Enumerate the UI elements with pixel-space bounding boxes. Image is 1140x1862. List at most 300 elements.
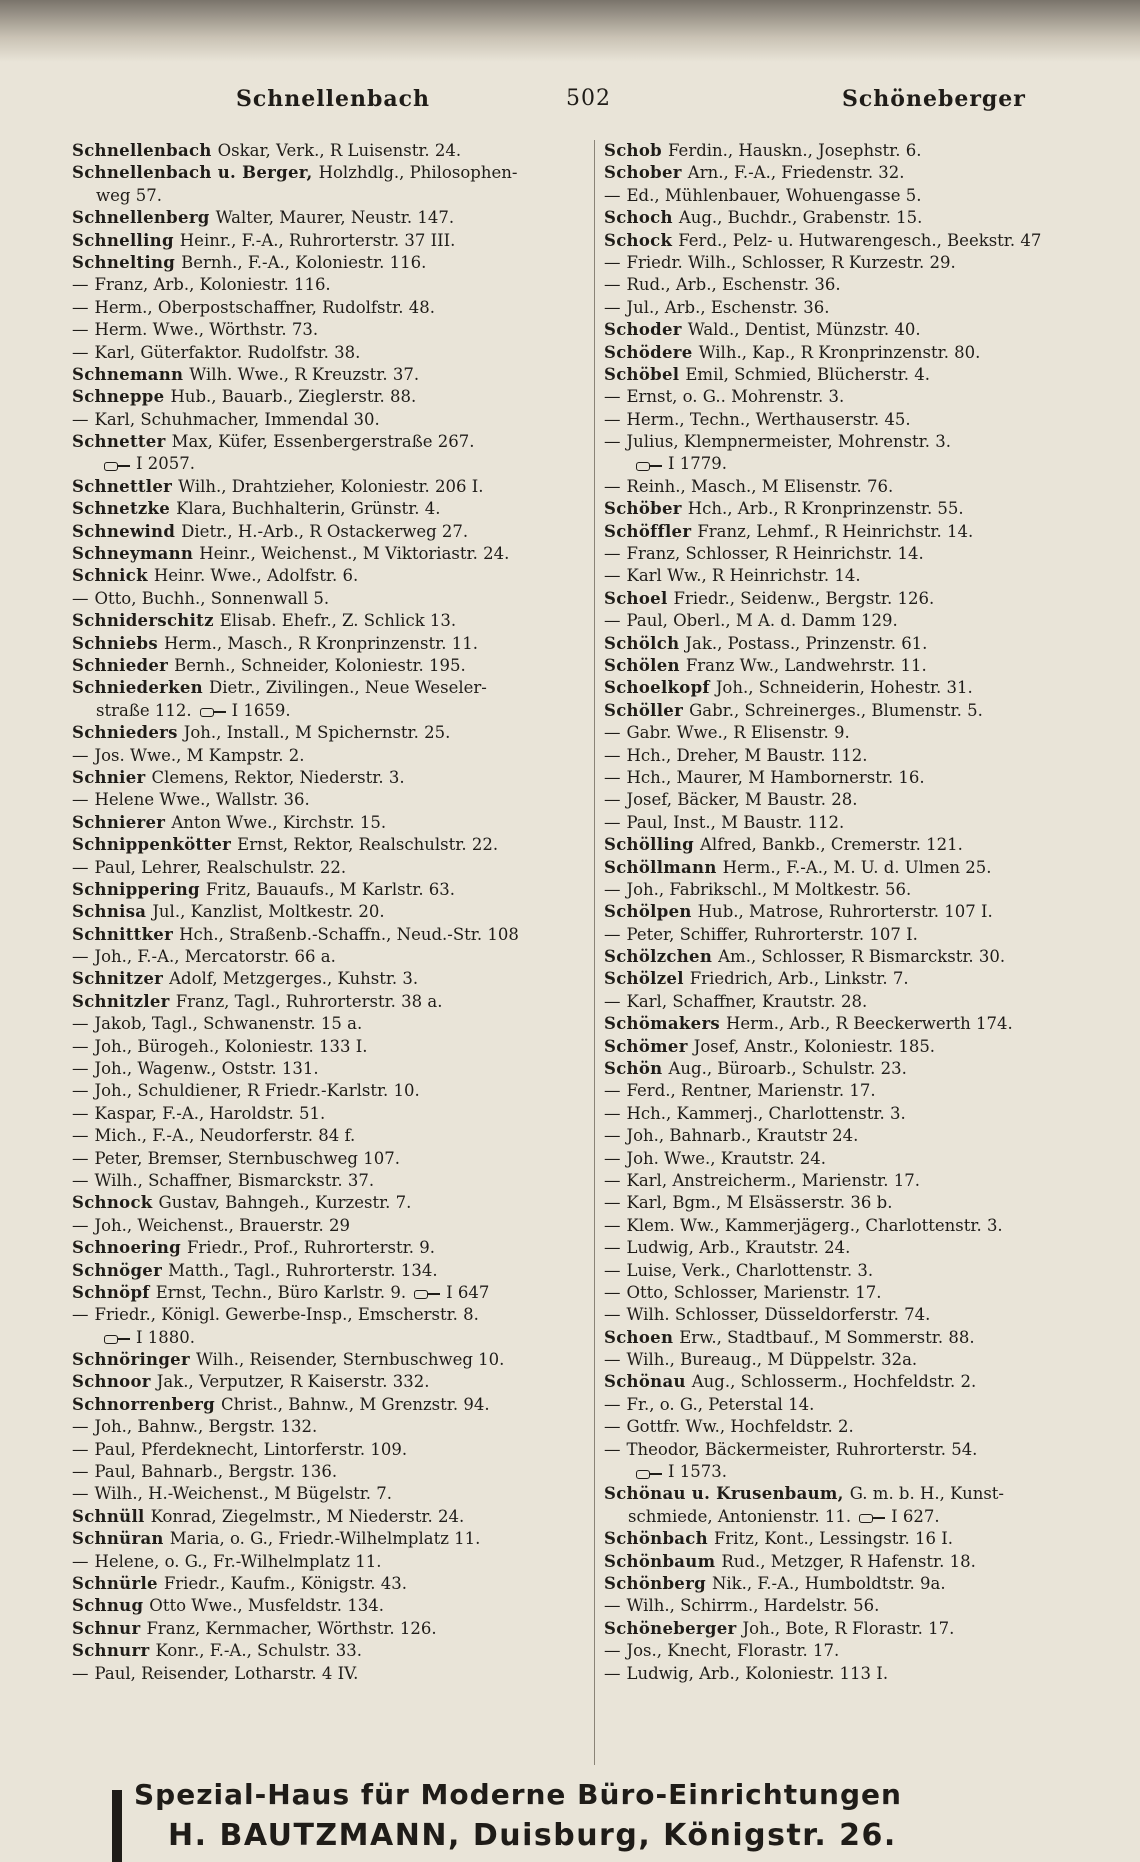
entry-details: weg 57. — [96, 185, 162, 205]
directory-entry — [72, 342, 592, 364]
entry-surname: Schnüll — [72, 1506, 145, 1526]
entry-details: Jul., Kanzlist, Moltkestr. 20. — [152, 902, 385, 922]
entry-details: Klem. Ww., Kammerjägerg., Charlottenstr. 3. — [626, 1215, 1003, 1235]
directory-entry — [604, 498, 1124, 520]
ditto-dash: — — [604, 252, 621, 272]
directory-entry — [72, 162, 592, 184]
ditto-dash: — — [72, 342, 89, 362]
ditto-dash: — — [72, 857, 89, 877]
entry-details: Joh., Bahnarb., Krautstr 24. — [626, 1126, 859, 1146]
directory-entry — [604, 812, 1124, 834]
directory-entry — [604, 386, 1124, 408]
entry-details: Joh., Fabrikschl., M Moltkestr. 56. — [626, 879, 912, 899]
entry-details: Fr., o. G., Peterstal 14. — [626, 1394, 815, 1414]
directory-entry — [72, 1528, 592, 1550]
entry-details: Paul, Pferdeknecht, Lintorferstr. 109. — [94, 1439, 408, 1459]
ditto-dash: — — [604, 745, 621, 765]
entry-details: Matth., Tagl., Ruhrorterstr. 134. — [168, 1260, 438, 1280]
ditto-dash: — — [604, 767, 621, 787]
ditto-dash: — — [72, 1148, 89, 1168]
entry-details: Luise, Verk., Charlottenstr. 3. — [626, 1260, 874, 1280]
running-header-right: Schöneberger — [842, 86, 1026, 112]
entry-details: G. m. b. H., Kunst- — [849, 1484, 1005, 1504]
directory-entry — [604, 1663, 1124, 1685]
entry-surname: Schniederken — [72, 678, 203, 698]
ditto-dash: — — [604, 1238, 621, 1258]
directory-entry — [604, 1013, 1124, 1035]
entry-details: Joh., Schneiderin, Hohestr. 31. — [715, 678, 973, 698]
directory-entry — [72, 1640, 592, 1662]
directory-entry — [72, 1282, 592, 1304]
ditto-dash: — — [72, 1663, 89, 1683]
entry-details: Joh., Weichenst., Brauerstr. 29 — [94, 1215, 350, 1235]
entry-details: Rud., Arb., Eschenstr. 36. — [626, 275, 841, 295]
entry-surname: Schoen — [604, 1327, 674, 1347]
entry-details: Fritz, Bauaufs., M Karlstr. 63. — [205, 879, 456, 899]
directory-entry — [72, 812, 592, 834]
entry-surname: Schönbach — [604, 1529, 708, 1549]
entry-details: Ferd., Rentner, Marienstr. 17. — [626, 1081, 876, 1101]
entry-surname: Schniderschitz — [72, 611, 214, 631]
directory-entry — [72, 252, 592, 274]
entry-details: Ed., Mühlenbauer, Wohuengasse 5. — [626, 185, 922, 205]
entry-details: Holzhdlg., Philosophen- — [318, 163, 518, 183]
directory-entry — [72, 1148, 592, 1170]
directory-entry — [72, 1371, 592, 1393]
entry-details: Hch., Straßenb.-Schaffn., Neud.-Str. 108 — [179, 924, 519, 944]
entry-details: Franz, Arb., Koloniestr. 116. — [94, 275, 331, 295]
directory-entry — [72, 968, 592, 990]
directory-entry — [604, 319, 1124, 341]
entry-details: Gustav, Bahngeh., Kurzestr. 7. — [158, 1193, 412, 1213]
entry-surname: Schnur — [72, 1618, 141, 1638]
directory-entry — [72, 1394, 592, 1416]
entry-details: Wilh., H.-Weichenst., M Bügelstr. 7. — [94, 1484, 393, 1504]
directory-entry — [604, 565, 1124, 587]
ad-decorative-bar — [112, 1790, 122, 1862]
entry-details: Joh., Install., M Spichernstr. 25. — [183, 723, 451, 743]
entry-details: Joh., Bürogeh., Koloniestr. 133 I. — [94, 1036, 368, 1056]
entry-details: Ernst, Techn., Büro Karlstr. 9. — [155, 1282, 407, 1302]
entry-details: Jul., Arb., Eschenstr. 36. — [626, 297, 830, 317]
ditto-dash: — — [604, 611, 621, 631]
ditto-dash: — — [72, 790, 89, 810]
telephone-receiver-icon — [104, 1333, 130, 1343]
ditto-dash: — — [604, 1260, 621, 1280]
directory-entry — [72, 1192, 592, 1214]
entry-surname: Schönau u. Krusenbaum, — [604, 1484, 844, 1504]
ditto-dash: — — [604, 1193, 621, 1213]
directory-entry — [72, 543, 592, 565]
entry-details: Franz, Tagl., Ruhrorterstr. 38 a. — [175, 991, 443, 1011]
entry-surname: Schoch — [604, 208, 673, 228]
phone-number: I 627. — [891, 1506, 940, 1526]
ditto-dash: — — [72, 320, 89, 340]
ditto-dash: — — [604, 1350, 621, 1370]
entry-surname: Schoelkopf — [604, 678, 710, 698]
directory-entry — [72, 1573, 592, 1595]
ditto-dash: — — [604, 1103, 621, 1123]
directory-entry — [604, 409, 1124, 431]
directory-entry — [72, 1461, 592, 1483]
ditto-dash: — — [72, 1305, 89, 1325]
directory-entry — [72, 521, 592, 543]
entry-surname: Schnürle — [72, 1574, 158, 1593]
directory-entry — [72, 879, 592, 901]
entry-details: Karl Ww., R Heinrichstr. 14. — [626, 566, 861, 586]
telephone-receiver-icon — [104, 460, 130, 470]
entry-details: Konr., F.-A., Schulstr. 33. — [155, 1641, 363, 1661]
directory-entry — [604, 476, 1124, 498]
entry-details: Wilh., Kap., R Kronprinzenstr. 80. — [698, 342, 981, 362]
directory-entry — [72, 1304, 592, 1326]
directory-entry — [72, 274, 592, 296]
entry-surname: Schönau — [604, 1372, 686, 1392]
entry-surname: Schnorrenberg — [72, 1394, 216, 1414]
directory-entry — [72, 476, 592, 498]
entry-surname: Schnieders — [72, 723, 178, 743]
entry-details: Ludwig, Arb., Krautstr. 24. — [626, 1238, 851, 1258]
entry-surname: Schnock — [72, 1193, 153, 1213]
directory-entry — [604, 162, 1124, 184]
entry-continuation — [604, 453, 1124, 475]
entry-details: Wilh., Bureaug., M Düppelstr. 32a. — [626, 1350, 918, 1370]
entry-surname: Schölpen — [604, 902, 692, 922]
entry-details: Joh., Schuldiener, R Friedr.-Karlstr. 10. — [94, 1081, 420, 1101]
entry-surname: Schoder — [604, 320, 682, 340]
entry-details: Friedr., Seidenw., Bergstr. 126. — [673, 588, 935, 608]
entry-details: Otto, Buchh., Sonnenwall 5. — [94, 588, 330, 608]
entry-details: Franz Ww., Landwehrstr. 11. — [685, 655, 927, 675]
entry-details: Theodor, Bäckermeister, Ruhrorterstr. 54. — [626, 1439, 978, 1459]
ditto-dash: — — [604, 409, 621, 429]
ditto-dash: — — [604, 1394, 621, 1414]
entry-details: Karl, Schuhmacher, Immendal 30. — [94, 409, 380, 429]
entry-surname: Schnemann — [72, 364, 184, 384]
directory-entry — [604, 207, 1124, 229]
entry-details: Konrad, Ziegelmstr., M Niederstr. 24. — [150, 1506, 465, 1526]
ditto-dash: — — [604, 723, 621, 743]
entry-details: Friedr., Prof., Ruhrorterstr. 9. — [186, 1238, 435, 1258]
entry-surname: Schnisa — [72, 902, 147, 922]
ad-company-address: H. BAUTZMANN, Duisburg, Königstr. 26. — [168, 1818, 897, 1853]
directory-entry — [72, 1013, 592, 1035]
entry-details: Adolf, Metzgerges., Kuhstr. 3. — [169, 969, 419, 989]
entry-surname: Schnoor — [72, 1372, 151, 1392]
entry-details: Bernh., Schneider, Koloniestr. 195. — [174, 655, 466, 675]
directory-entry — [604, 1080, 1124, 1102]
directory-entry — [72, 498, 592, 520]
entry-details: Heinr. Wwe., Adolfstr. 6. — [153, 566, 359, 586]
directory-entry — [72, 297, 592, 319]
entry-details: Herm., Oberpostschaffner, Rudolfstr. 48. — [94, 297, 435, 317]
entry-details: Otto, Schlosser, Marienstr. 17. — [626, 1282, 882, 1302]
entry-details: Emil, Schmied, Blücherstr. 4. — [685, 364, 930, 384]
entry-details: Oskar, Verk., R Luisenstr. 24. — [217, 141, 462, 160]
entry-details: Josef, Anstr., Koloniestr. 185. — [693, 1036, 936, 1056]
entry-details: Hub., Matrose, Ruhrorterstr. 107 I. — [697, 902, 993, 922]
ditto-dash: — — [604, 812, 621, 832]
ditto-dash: — — [72, 1484, 89, 1504]
entry-details: Ernst, Rektor, Realschulstr. 22. — [237, 835, 499, 855]
entry-surname: Schock — [604, 230, 673, 250]
ditto-dash: — — [604, 879, 621, 899]
ditto-dash: — — [604, 1663, 621, 1683]
ditto-dash: — — [72, 1551, 89, 1571]
entry-details: Wald., Dentist, Münzstr. 40. — [687, 320, 921, 340]
directory-entry — [72, 1349, 592, 1371]
ditto-dash: — — [604, 476, 621, 496]
phone-number: I 1779. — [668, 454, 727, 474]
entry-details: Julius, Klempnermeister, Mohrenstr. 3. — [626, 432, 951, 452]
ditto-dash: — — [604, 1641, 621, 1661]
entry-details: Otto Wwe., Musfeldstr. 134. — [149, 1596, 384, 1616]
entry-surname: Schnewind — [72, 521, 176, 541]
entry-details: Hch., Arb., R Kronprinzenstr. 55. — [687, 499, 964, 519]
phone-number: I 2057. — [136, 454, 195, 474]
directory-entry — [604, 1439, 1124, 1461]
entry-surname: Schnelting — [72, 252, 176, 272]
entry-details: Karl, Güterfaktor. Rudolfstr. 38. — [94, 342, 361, 362]
ditto-dash: — — [72, 1036, 89, 1056]
directory-entry — [604, 1237, 1124, 1259]
directory-entry — [72, 1416, 592, 1438]
directory-entry — [72, 745, 592, 767]
entry-surname: Schnellenberg — [72, 208, 210, 228]
ditto-dash: — — [604, 566, 621, 586]
directory-entry — [72, 1595, 592, 1617]
ditto-dash: — — [604, 297, 621, 317]
entry-details: Jos., Knecht, Florastr. 17. — [626, 1641, 840, 1661]
entry-surname: Schnoering — [72, 1238, 181, 1258]
entry-details: Hub., Bauarb., Zieglerstr. 88. — [170, 387, 417, 407]
entry-continuation — [72, 700, 592, 722]
right-column — [604, 140, 1124, 1770]
entry-details: straße 112. — [96, 700, 192, 720]
directory-entry — [604, 1551, 1124, 1573]
left-column — [72, 140, 592, 1770]
ditto-dash: — — [72, 745, 89, 765]
directory-entry — [604, 1371, 1124, 1393]
entry-details: Clemens, Rektor, Niederstr. 3. — [151, 767, 405, 787]
entry-details: Gabr. Wwe., R Elisenstr. 9. — [626, 723, 850, 743]
ditto-dash: — — [604, 544, 621, 564]
directory-entry — [72, 319, 592, 341]
entry-surname: Schöbel — [604, 364, 680, 384]
directory-entry — [72, 722, 592, 744]
ditto-dash: — — [604, 275, 621, 295]
ditto-dash: — — [604, 991, 621, 1011]
directory-entry — [72, 633, 592, 655]
ditto-dash: — — [604, 1596, 621, 1616]
entry-details: Joh., F.-A., Mercatorstr. 66 a. — [94, 947, 336, 967]
ad-headline: Spezial-Haus für Moderne Büro-Einrichtungen — [134, 1778, 902, 1811]
entry-details: Wilh., Schirrm., Hardelstr. 56. — [626, 1596, 880, 1616]
entry-surname: Schnellenbach u. Berger, — [72, 163, 313, 183]
ditto-dash: — — [604, 1126, 621, 1146]
entry-surname: Schnöringer — [72, 1350, 190, 1370]
directory-entry — [604, 1394, 1124, 1416]
entry-details: Helene, o. G., Fr.-Wilhelmplatz 11. — [94, 1551, 382, 1571]
directory-entry — [72, 1439, 592, 1461]
ditto-dash: — — [72, 1417, 89, 1437]
entry-details: Joh., Bote, R Florastr. 17. — [742, 1618, 955, 1638]
phone-number: I 1659. — [231, 700, 291, 720]
entry-surname: Schob — [604, 141, 663, 160]
entry-surname: Schnettler — [72, 476, 173, 496]
entry-surname: Schnüran — [72, 1529, 164, 1549]
directory-entry — [72, 1237, 592, 1259]
ditto-dash: — — [72, 947, 89, 967]
ditto-dash: — — [604, 185, 621, 205]
entry-details: Reinh., Masch., M Elisenstr. 76. — [626, 476, 894, 496]
entry-details: Wilh., Drahtzieher, Koloniestr. 206 I. — [178, 476, 484, 496]
ditto-dash: — — [604, 432, 621, 452]
entry-details: Helene Wwe., Wallstr. 36. — [94, 790, 310, 810]
entry-surname: Schömer — [604, 1036, 688, 1056]
directory-entry — [604, 700, 1124, 722]
ditto-dash: — — [72, 1081, 89, 1101]
ditto-dash: — — [604, 1081, 621, 1101]
entry-details: Karl, Anstreicherm., Marienstr. 17. — [626, 1170, 920, 1190]
directory-entry — [72, 946, 592, 968]
entry-surname: Schnitzer — [72, 969, 164, 989]
entry-details: Dietr., H.-Arb., R Ostackerweg 27. — [181, 521, 469, 541]
directory-entry — [72, 1103, 592, 1125]
directory-entry — [72, 386, 592, 408]
entry-details: Bernh., F.-A., Koloniestr. 116. — [181, 252, 427, 272]
entry-details: Paul, Reisender, Lotharstr. 4 IV. — [94, 1663, 359, 1683]
entry-details: Herm. Wwe., Wörthstr. 73. — [94, 320, 319, 340]
directory-entry — [604, 1282, 1124, 1304]
entry-details: Ferd., Pelz- u. Hutwarengesch., Beekstr. 47 — [678, 230, 1042, 250]
phone-number: I 647 — [446, 1282, 490, 1302]
entry-surname: Schömakers — [604, 1014, 721, 1034]
entry-continuation — [72, 185, 592, 207]
ditto-dash: — — [72, 1215, 89, 1235]
entry-surname: Schnug — [72, 1596, 144, 1616]
directory-entry — [604, 789, 1124, 811]
entry-details: Friedr., Königl. Gewerbe-Insp., Emscherstr. 8. — [94, 1305, 479, 1325]
entry-details: Herm., Masch., R Kronprinzenstr. 11. — [163, 633, 478, 653]
entry-surname: Schoel — [604, 588, 668, 608]
directory-entry — [604, 274, 1124, 296]
entry-surname: Schöffler — [604, 521, 692, 541]
page-number: 502 — [566, 86, 611, 111]
entry-details: Franz, Schlosser, R Heinrichstr. 14. — [626, 544, 924, 564]
entry-surname: Schnittker — [72, 924, 174, 944]
entry-details: Paul, Bahnarb., Bergstr. 136. — [94, 1462, 338, 1482]
entry-details: Peter, Bremser, Sternbuschweg 107. — [94, 1148, 400, 1168]
directory-entry — [604, 252, 1124, 274]
entry-details: Peter, Schiffer, Ruhrorterstr. 107 I. — [626, 924, 918, 944]
telephone-receiver-icon — [414, 1288, 440, 1298]
directory-entry — [604, 767, 1124, 789]
phone-number: I 1573. — [668, 1462, 727, 1482]
entry-surname: Schölling — [604, 835, 695, 855]
entry-surname: Schönbaum — [604, 1551, 716, 1571]
entry-details: Gabr., Schreinerges., Blumenstr. 5. — [689, 700, 983, 720]
directory-entry — [604, 588, 1124, 610]
directory-entry — [604, 1058, 1124, 1080]
entry-surname: Schöller — [604, 700, 684, 720]
entry-details: Aug., Schlosserm., Hochfeldstr. 2. — [691, 1372, 977, 1392]
entry-details: Paul, Oberl., M A. d. Damm 129. — [626, 611, 898, 631]
ditto-dash: — — [72, 1126, 89, 1146]
ditto-dash: — — [604, 1170, 621, 1190]
directory-entry — [72, 207, 592, 229]
directory-entry — [72, 588, 592, 610]
ditto-dash: — — [72, 588, 89, 608]
entry-surname: Schnieder — [72, 655, 169, 675]
entry-surname: Schölch — [604, 633, 680, 653]
directory-entry — [604, 677, 1124, 699]
entry-surname: Schölzel — [604, 969, 684, 989]
advertisement-banner — [112, 1776, 1092, 1862]
directory-entry — [72, 857, 592, 879]
entry-details: Dietr., Zivilingen., Neue Weseler- — [208, 678, 487, 698]
entry-details: Fritz, Kont., Lessingstr. 16 I. — [713, 1529, 953, 1549]
entry-surname: Schneymann — [72, 544, 194, 564]
entry-surname: Schniebs — [72, 633, 158, 653]
entry-details: Klara, Buchhalterin, Grünstr. 4. — [176, 499, 441, 519]
entry-details: Heinr., Weichenst., M Viktoriastr. 24. — [199, 544, 510, 564]
directory-entry — [604, 968, 1124, 990]
directory-entry — [604, 1349, 1124, 1371]
directory-entry — [604, 543, 1124, 565]
directory-entry — [604, 879, 1124, 901]
entry-details: Ferdin., Hauskn., Josephstr. 6. — [668, 141, 922, 160]
entry-surname: Schneppe — [72, 387, 165, 407]
entry-surname: Schnierer — [72, 812, 166, 832]
ditto-dash: — — [72, 1439, 89, 1459]
directory-entry — [72, 1058, 592, 1080]
entry-continuation — [604, 1506, 1124, 1528]
entry-details: Anton Wwe., Kirchstr. 15. — [171, 812, 387, 832]
directory-entry — [604, 610, 1124, 632]
entry-details: Josef, Bäcker, M Baustr. 28. — [626, 790, 858, 810]
telephone-receiver-icon — [636, 1468, 662, 1478]
entry-details: Jak., Verputzer, R Kaiserstr. 332. — [156, 1372, 430, 1392]
directory-entry — [604, 342, 1124, 364]
ditto-dash: — — [604, 1282, 621, 1302]
ditto-dash: — — [604, 790, 621, 810]
entry-details: Mich., F.-A., Neudorferstr. 84 f. — [94, 1126, 356, 1146]
column-divider — [594, 140, 595, 1765]
entry-details: Ludwig, Arb., Koloniestr. 113 I. — [626, 1663, 889, 1683]
telephone-receiver-icon — [859, 1512, 885, 1522]
ditto-dash: — — [604, 1439, 621, 1459]
ditto-dash: — — [72, 297, 89, 317]
entry-surname: Schober — [604, 163, 682, 183]
entry-details: Wilh., Reisender, Sternbuschweg 10. — [195, 1350, 505, 1370]
entry-details: Joh., Wagenw., Oststr. 131. — [94, 1059, 319, 1079]
entry-surname: Schnippenkötter — [72, 835, 232, 855]
directory-entry — [604, 364, 1124, 386]
ditto-dash: — — [604, 1417, 621, 1437]
entry-details: Erw., Stadtbauf., M Sommerstr. 88. — [679, 1327, 975, 1347]
ditto-dash: — — [72, 1014, 89, 1034]
entry-details: schmiede, Antonienstr. 11. — [628, 1506, 852, 1526]
entry-surname: Schölen — [604, 655, 680, 675]
directory-entry — [604, 901, 1124, 923]
directory-entry — [72, 767, 592, 789]
entry-details: Walter, Maurer, Neustr. 147. — [215, 208, 455, 228]
directory-entry — [604, 1192, 1124, 1214]
directory-entry — [604, 722, 1124, 744]
ditto-dash: — — [72, 1103, 89, 1123]
entry-details: Wilh., Schaffner, Bismarckstr. 37. — [94, 1170, 375, 1190]
